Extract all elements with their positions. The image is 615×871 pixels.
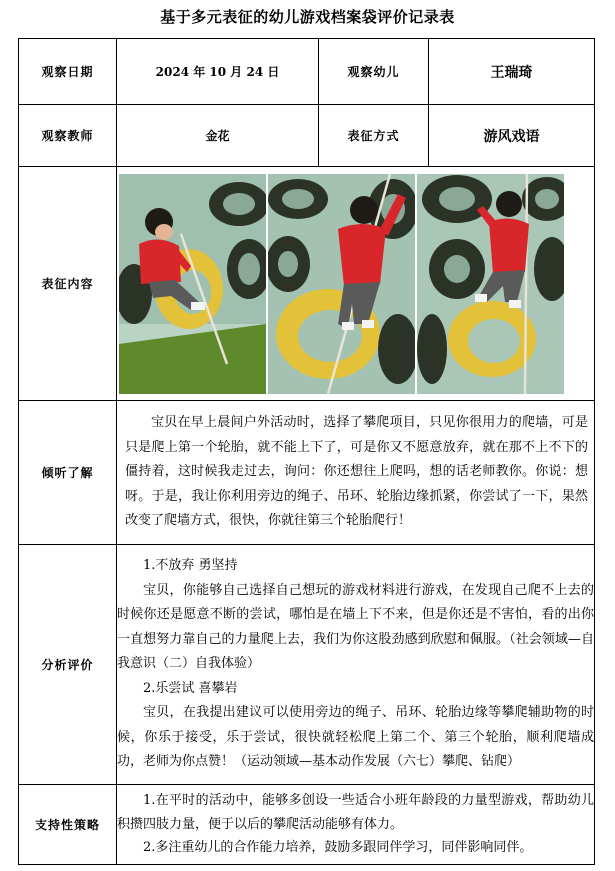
listen-label: 倾听了解 <box>19 401 117 545</box>
child-label: 观察幼儿 <box>319 39 429 105</box>
page-title: 基于多元表征的幼儿游戏档案袋评价记录表 <box>160 8 455 26</box>
analysis-item1-text: 宝贝，你能够自己选择自己想玩的游戏材料进行游戏，在发现自己爬不上去的时候你还是愿意不断的尝试，哪怕是在墙上下不来，但是你还是不害怕，看的出你一直想努力靠自己的力量爬上去，我们为你这股劲感到欣慰和佩服。（社会领域—自我意识（二）自我体验） <box>117 582 594 672</box>
row-content <box>19 167 595 401</box>
date-value: 2024 年 10 月 24 日 <box>117 39 319 105</box>
mode-value: 游风戏语 <box>429 105 595 167</box>
listen-cell <box>117 401 595 545</box>
row-teacher-mode <box>19 105 595 167</box>
analysis-cell <box>117 545 595 785</box>
row-support <box>19 785 595 865</box>
listen-text: 宝贝在早上晨间户外活动时，选择了攀爬项目，只见你很用力的爬墙，可是只是爬上第一个轮胎，就不能上下了，可是你又不愿意放弃，就在那不上不下的僵持着，这时候我走过去，询问：你还想往上爬吗，想的话老师教你。你说：想呀。于是，我让你利用旁边的绳子、吊环、轮胎边缘抓紧，你尝试了一下，果然改变了爬墙方式，很快，你就往第三个轮胎爬行！ <box>125 415 588 529</box>
analysis-item2-text: 宝贝，在我提出建议可以使用旁边的绳子、吊环、轮胎边缘等攀爬辅助物的时候，你乐于接受，乐于尝试，很快就轻松爬上第二个、第三个轮胎，顺利爬墙成功，老师为你点赞！（运动领域—基本动作发展（六七）攀爬、钻爬） <box>117 705 594 770</box>
climbing-photo-3 <box>417 174 564 394</box>
content-label: 表征内容 <box>19 167 117 401</box>
photo-strip <box>117 167 595 401</box>
analysis-item2-title: 2.乐尝试 喜攀岩 <box>143 680 238 696</box>
analysis-label: 分析评价 <box>19 545 117 785</box>
record-table <box>18 38 595 865</box>
teacher-value: 金花 <box>117 105 319 167</box>
child-value: 王瑞琦 <box>429 39 595 105</box>
row-date-child <box>19 39 595 105</box>
date-label: 观察日期 <box>19 39 117 105</box>
support-cell <box>117 785 595 865</box>
climbing-photo-2 <box>268 174 415 394</box>
teacher-label: 观察教师 <box>19 105 117 167</box>
analysis-item1-title: 1.不放弃 勇坚持 <box>143 558 238 574</box>
climbing-photo-1 <box>119 174 266 394</box>
row-listen <box>19 401 595 545</box>
support-item2: 2.多注重幼儿的合作能力培养，鼓励多跟同伴学习，同伴影响同伴。 <box>143 840 533 856</box>
support-item1: 1.在平时的活动中，能够多创设一些适合小班年龄段的力量型游戏，帮助幼儿积攒四肢力量，便于以后的攀爬活动能够有体力。 <box>117 793 594 832</box>
mode-label: 表征方式 <box>319 105 429 167</box>
row-analysis <box>19 545 595 785</box>
support-label: 支持性策略 <box>19 785 117 865</box>
